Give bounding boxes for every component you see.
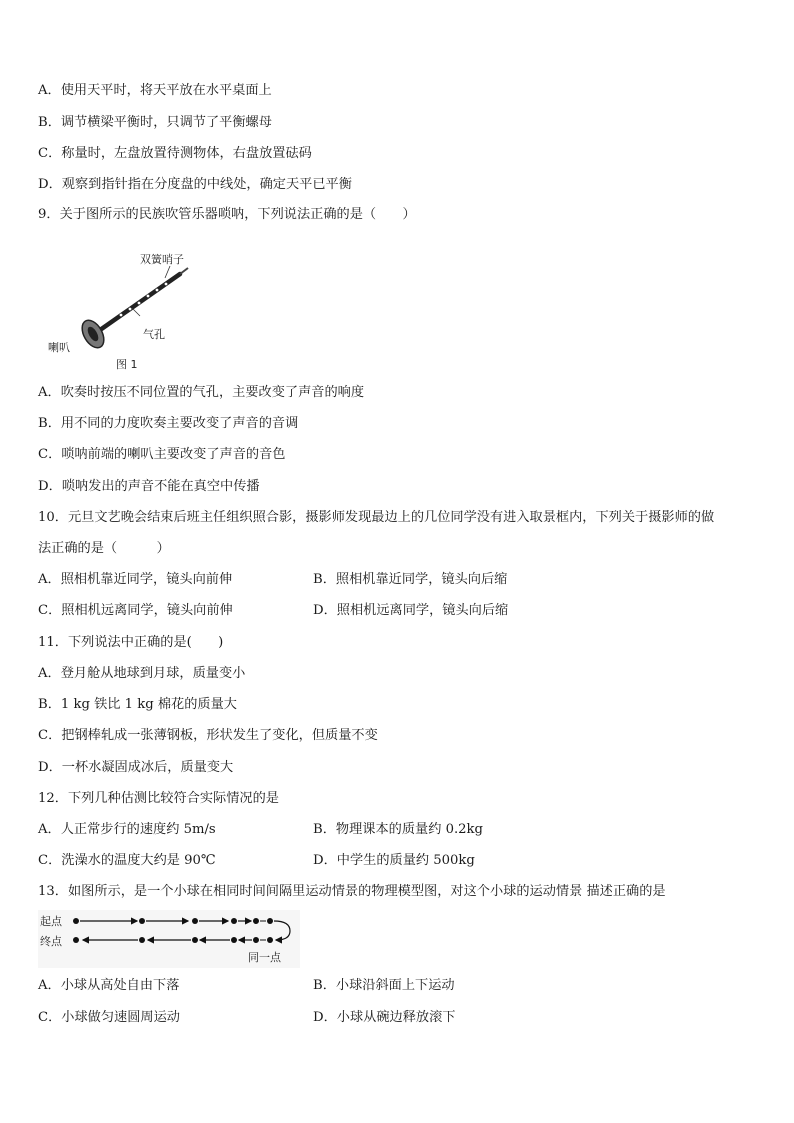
q12-option-c: C．洗澡水的温度大约是 90℃	[38, 853, 216, 868]
q12-option-b: B．物理课本的质量约 0.2kg	[313, 822, 483, 837]
q9-option-b: B．用不同的力度吹奏主要改变了声音的音调	[38, 416, 299, 431]
q11-option-c: C．把钢棒轧成一张薄钢板，形状发生了变化，但质量不变	[38, 728, 378, 743]
q8-option-a: A．使用天平时，将天平放在水平桌面上	[38, 83, 272, 98]
q8-option-c: C．称量时，左盘放置待测物体，右盘放置砝码	[38, 146, 312, 161]
q13-option-b: B．小球沿斜面上下运动	[313, 978, 455, 993]
q11-option-d: D．一杯水凝固成冰后，质量变大	[38, 760, 234, 775]
q10-stem-line2: 法正确的是（ ）	[38, 541, 170, 556]
figure-caption: 图 1	[116, 358, 138, 371]
q9-option-c: C．唢呐前端的喇叭主要改变了声音的音色	[38, 447, 286, 462]
label-horn: 喇叭	[48, 341, 70, 354]
label-start: 起点	[40, 915, 62, 928]
label-hole: 气孔	[143, 328, 165, 341]
q13-option-a: A．小球从高处自由下落	[38, 978, 180, 993]
q9-stem: 9．关于图所示的民族吹管乐器唢呐，下列说法正确的是（ ）	[38, 207, 416, 222]
q10-option-a: A．照相机靠近同学，镜头向前伸	[38, 572, 233, 587]
motion-figure	[38, 910, 300, 968]
label-reed: 双簧哨子	[140, 253, 184, 266]
q11-option-b: B．1 kg 铁比 1 kg 棉花的质量大	[38, 697, 237, 712]
q9-option-d: D．唢呐发出的声音不能在真空中传播	[38, 479, 260, 494]
q10-option-c: C．照相机远离同学，镜头向前伸	[38, 603, 233, 618]
q8-option-d: D．观察到指针指在分度盘的中线处，确定天平已平衡	[38, 177, 352, 192]
suona-figure	[40, 248, 200, 373]
q10-stem-line1: 10．元旦文艺晚会结束后班主任组织照合影，摄影师发现最边上的几位同学没有进入取景框内，下列关于摄影师的做	[38, 510, 715, 525]
label-same-point: 同一点	[248, 951, 281, 964]
q13-stem: 13．如图所示，是一个小球在相同时间间隔里运动情景的物理模型图，对这个小球的运动情景 描述正确的是	[38, 884, 666, 899]
label-end: 终点	[40, 935, 62, 948]
q11-option-a: A．登月舱从地球到月球，质量变小	[38, 666, 246, 681]
q13-option-d: D．小球从碗边释放滚下	[313, 1010, 456, 1025]
q12-stem: 12．下列几种估测比较符合实际情况的是	[38, 791, 279, 806]
q12-option-a: A．人正常步行的速度约 5m/s	[38, 822, 216, 837]
q12-option-d: D．中学生的质量约 500kg	[313, 853, 475, 868]
q8-option-b: B．调节横梁平衡时，只调节了平衡螺母	[38, 115, 272, 130]
q11-stem: 11．下列说法中正确的是( )	[38, 635, 224, 650]
q10-option-b: B．照相机靠近同学，镜头向后缩	[313, 572, 508, 587]
q9-option-a: A．吹奏时按压不同位置的气孔，主要改变了声音的响度	[38, 385, 365, 400]
q13-option-c: C．小球做匀速圆周运动	[38, 1010, 180, 1025]
q10-option-d: D．照相机远离同学，镜头向后缩	[313, 603, 509, 618]
